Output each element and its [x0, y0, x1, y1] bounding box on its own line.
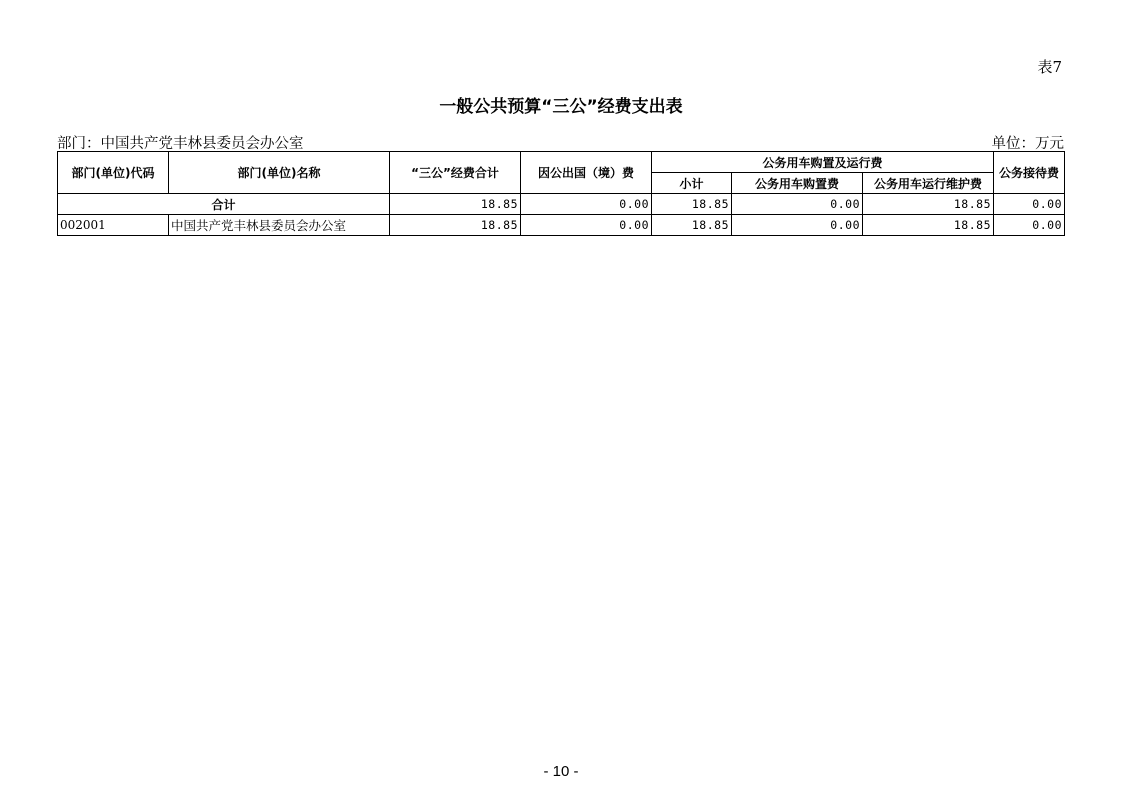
total-row	[58, 194, 1065, 215]
col-header-overseas: 因公出国（境）费	[521, 152, 652, 194]
col-header-vehicle-subtotal: 小计	[652, 173, 732, 194]
row-vehicle-subtotal: 18.85	[652, 215, 732, 236]
total-label: 合计	[58, 194, 390, 215]
department-label: 部门：中国共产党丰林县委员会办公室	[57, 136, 304, 152]
col-header-dept-code: 部门(单位)代码	[58, 152, 169, 194]
row-code: 002001	[58, 215, 169, 236]
unit-label: 单位：万元	[991, 136, 1064, 152]
col-header-vehicle-operation: 公务用车运行维护费	[863, 173, 994, 194]
row-three-public: 18.85	[390, 215, 521, 236]
col-header-vehicle-purchase: 公务用车购置费	[732, 173, 863, 194]
col-header-dept-name: 部门(单位)名称	[169, 152, 390, 194]
row-vehicle-purchase: 0.00	[732, 215, 863, 236]
row-overseas: 0.00	[521, 215, 652, 236]
table-row	[58, 215, 1065, 236]
total-vehicle-purchase: 0.00	[732, 194, 863, 215]
total-reception: 0.00	[994, 194, 1065, 215]
col-header-three-public-total: “三公”经费合计	[390, 152, 521, 194]
header-row-1	[58, 152, 1065, 173]
row-vehicle-operation: 18.85	[863, 215, 994, 236]
table-id: 表7	[1037, 58, 1062, 76]
total-three-public: 18.85	[390, 194, 521, 215]
col-header-reception: 公务接待费	[994, 152, 1065, 194]
col-header-vehicle-group: 公务用车购置及运行费	[652, 152, 994, 173]
total-vehicle-operation: 18.85	[863, 194, 994, 215]
total-vehicle-subtotal: 18.85	[652, 194, 732, 215]
row-reception: 0.00	[994, 215, 1065, 236]
page-number: - 10 -	[543, 763, 579, 780]
page-title: 一般公共预算“三公”经费支出表	[439, 97, 683, 117]
expenditure-table	[57, 151, 1065, 236]
row-name: 中国共产党丰林县委员会办公室	[169, 215, 390, 236]
total-overseas: 0.00	[521, 194, 652, 215]
